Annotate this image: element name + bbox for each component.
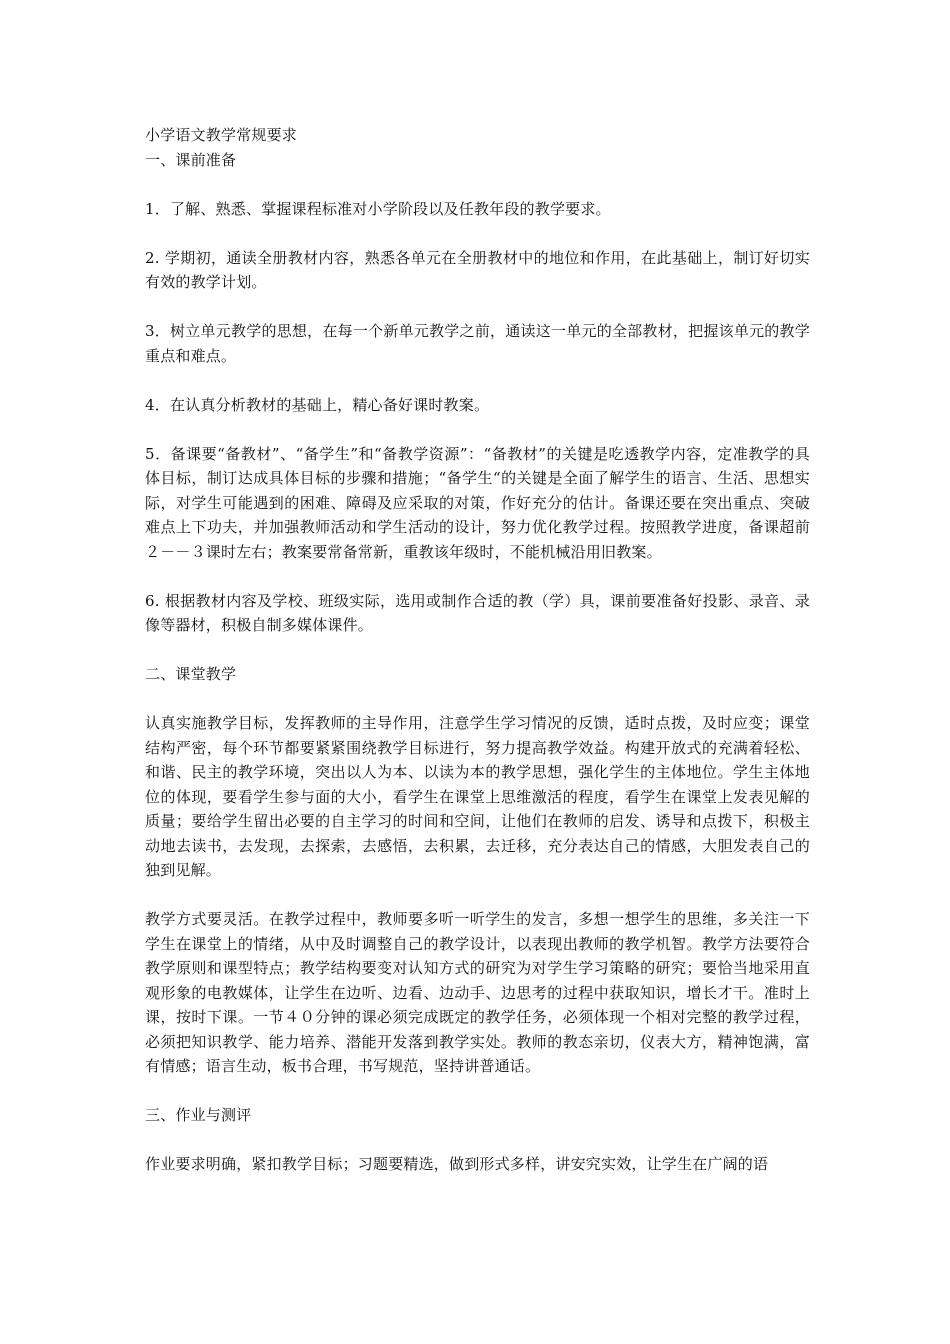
prep-item-4: 4．在认真分析教材的基础上，精心备好课时教案。 xyxy=(145,395,490,414)
homework-paragraph: 作业要求明确，紧扣教学目标；习题要精选，做到形式多样，讲安究实效，让学生在广阔的语 xyxy=(145,1155,769,1173)
section-heading-classroom: 二、课堂教学 xyxy=(145,665,237,683)
title-block xyxy=(145,123,810,172)
prep-item-5: 5．备课要“备教材”、“备学生”和“备教学资源”：“备教材”的关键是吃透教学内容，定准教学的具体目标，制订达成具体目标的步骤和措施；“备学生“的关键是全面了解学生的语言、生活、思想实际，对学生可能遇到的困难、障碍及应采取的对策，作好充分的估计。备课还要在突出重点、突破难点上下功夫，并加强教师活动和学生活动的设计，努力优化教学过程。按照教学进度，备课超前２－－３课时左右；教案要常备常新，重教该年级时，不能机械沿用旧教案。 xyxy=(145,444,810,561)
prep-item-6: 6. 根据教材内容及学校、班级实际，选用或制作合适的教（学）具，课前要准备好投影、录音、录像等器材，积极自制多媒体课件。 xyxy=(145,591,810,634)
document-body xyxy=(145,123,810,1201)
prep-item-1: 1．了解、熟悉、掌握课程标准对小学阶段以及任教年段的教学要求。 xyxy=(145,199,611,218)
classroom-paragraph-2: 教学方式要灵活。在教学过程中，教师要多听一听学生的发言，多想一想学生的思维，多关注一下学生在课堂上的情绪，从中及时调整自己的教学设计，以表现出教师的教学机智。教学方法要符合教学原则和课型特点；教学结构要变对认知方式的研究为对学生学习策略的研究；要恰当地采用直观形象的电教媒体，让学生在边听、边看、边动手、边思考的过程中获取知识，增长才干。准时上课，按时下课。一节４０分钟的课必须完成既定的教学任务，必须体现一个相对完整的教学过程，必须把知识教学、能力培养、潜能开发落到教学实处。教师的教态亲切，仪表大方，精神饱满，富有情感；语言生动，板书合理，书写规范，坚持讲普通话。 xyxy=(145,910,810,1075)
prep-item-3: 3．树立单元教学的思想，在每一个新单元教学之前，通读这一单元的全部教材，把握该单元的教学重点和难点。 xyxy=(145,322,810,365)
prep-item-2: 2. 学期初，通读全册教材内容，熟悉各单元在全册教材中的地位和作用，在此基础上，制订好切实有效的教学计划。 xyxy=(145,248,810,291)
section-heading-homework: 三、作业与测评 xyxy=(145,1106,252,1124)
section-heading-preparation: 一、课前准备 xyxy=(145,150,237,169)
document-title: 小学语文教学常规要求 xyxy=(145,126,298,144)
classroom-paragraph-1: 认真实施教学目标，发挥教师的主导作用，注意学生学习情况的反馈，适时点拨，及时应变；课堂结构严密，每个环节都要紧紧围绕教学目标进行，努力提高教学效益。构建开放式的充满着轻松、和谐、民主的教学环境，突出以人为本、以读为本的教学思想，强化学生的主体地位。学生主体地位的体现，要看学生参与面的大小，看学生在课堂上思维激活的程度，看学生在课堂上发表见解的质量；要给学生留出必要的自主学习的时间和空间，让他们在教师的启发、诱导和点拨下，积极主动地去读书，去发现，去探索，去感悟，去积累，去迁移，充分表达自己的情感，大胆发表自己的独到见解。 xyxy=(145,714,810,879)
